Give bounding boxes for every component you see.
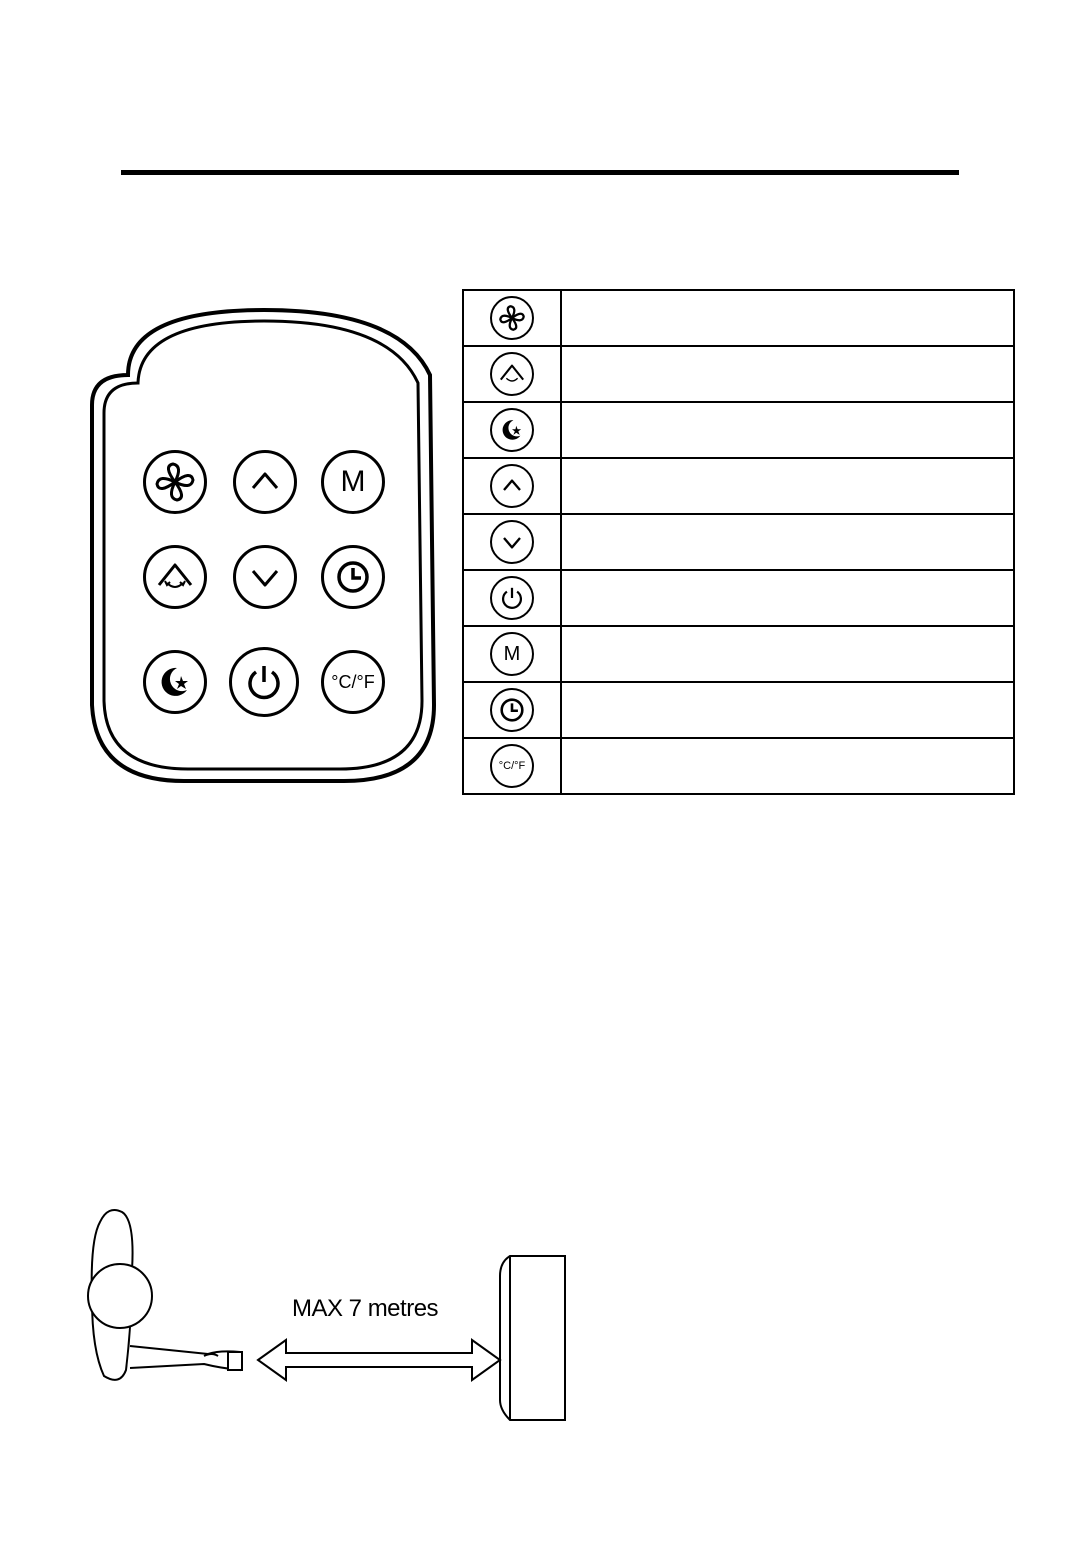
power-icon: [498, 584, 526, 612]
legend-fan-icon: [490, 296, 534, 340]
chevron-up-icon: [500, 474, 524, 498]
legend-row: [463, 514, 1014, 570]
legend-sleep-icon: [490, 408, 534, 452]
legend-row: [463, 458, 1014, 514]
legend-power-icon: [490, 576, 534, 620]
swing-icon: [155, 557, 195, 597]
mode-icon: M: [340, 465, 366, 498]
section-divider: [121, 170, 959, 175]
fan-icon: [499, 305, 525, 331]
legend-description: [561, 738, 1014, 794]
button-legend-table: [462, 289, 1015, 795]
legend-description: [561, 402, 1014, 458]
legend-unit-icon: [490, 744, 534, 788]
swing-button[interactable]: [143, 545, 207, 609]
legend-row: [463, 290, 1014, 346]
down-button[interactable]: [233, 545, 297, 609]
clock-icon: [498, 696, 526, 724]
clock-icon: [334, 558, 372, 596]
fan-icon: [155, 462, 195, 502]
legend-description: [561, 514, 1014, 570]
chevron-down-icon: [500, 530, 524, 554]
appliance-unit: [500, 1256, 565, 1420]
handheld-remote: [228, 1352, 242, 1370]
legend-row: [463, 682, 1014, 738]
legend-description: [561, 682, 1014, 738]
legend-description: [561, 458, 1014, 514]
celsius-fahrenheit-icon: °C/°F: [331, 672, 375, 692]
celsius-fahrenheit-icon: °C/°F: [498, 759, 526, 772]
chevron-up-icon: [247, 464, 283, 500]
legend-down-icon: [490, 520, 534, 564]
fan-speed-button[interactable]: [143, 450, 207, 514]
legend-row: [463, 346, 1014, 402]
legend-description: [561, 346, 1014, 402]
legend-row: [463, 738, 1014, 794]
person-illustration: [88, 1210, 240, 1380]
legend-row: [463, 570, 1014, 626]
legend-row: [463, 626, 1014, 682]
legend-up-icon: [490, 464, 534, 508]
timer-button[interactable]: [321, 545, 385, 609]
mode-icon: M: [503, 643, 521, 665]
up-button[interactable]: [233, 450, 297, 514]
power-icon: [242, 660, 286, 704]
legend-description: [561, 626, 1014, 682]
legend-description: [561, 570, 1014, 626]
swing-icon: [498, 360, 526, 388]
sleep-moon-star-icon: [498, 416, 526, 444]
double-arrow: [258, 1340, 500, 1380]
power-button[interactable]: [229, 647, 299, 717]
legend-swing-icon: [490, 352, 534, 396]
remote-control: [88, 305, 440, 787]
legend-description: [561, 290, 1014, 346]
distance-label: MAX 7 metres: [292, 1295, 439, 1322]
chevron-down-icon: [247, 559, 283, 595]
unit-button[interactable]: [321, 650, 385, 714]
sleep-moon-star-icon: [155, 662, 195, 702]
legend-mode-icon: [490, 632, 534, 676]
legend-timer-icon: [490, 688, 534, 732]
sleep-button[interactable]: [143, 650, 207, 714]
legend-row: [463, 402, 1014, 458]
mode-button[interactable]: [321, 450, 385, 514]
